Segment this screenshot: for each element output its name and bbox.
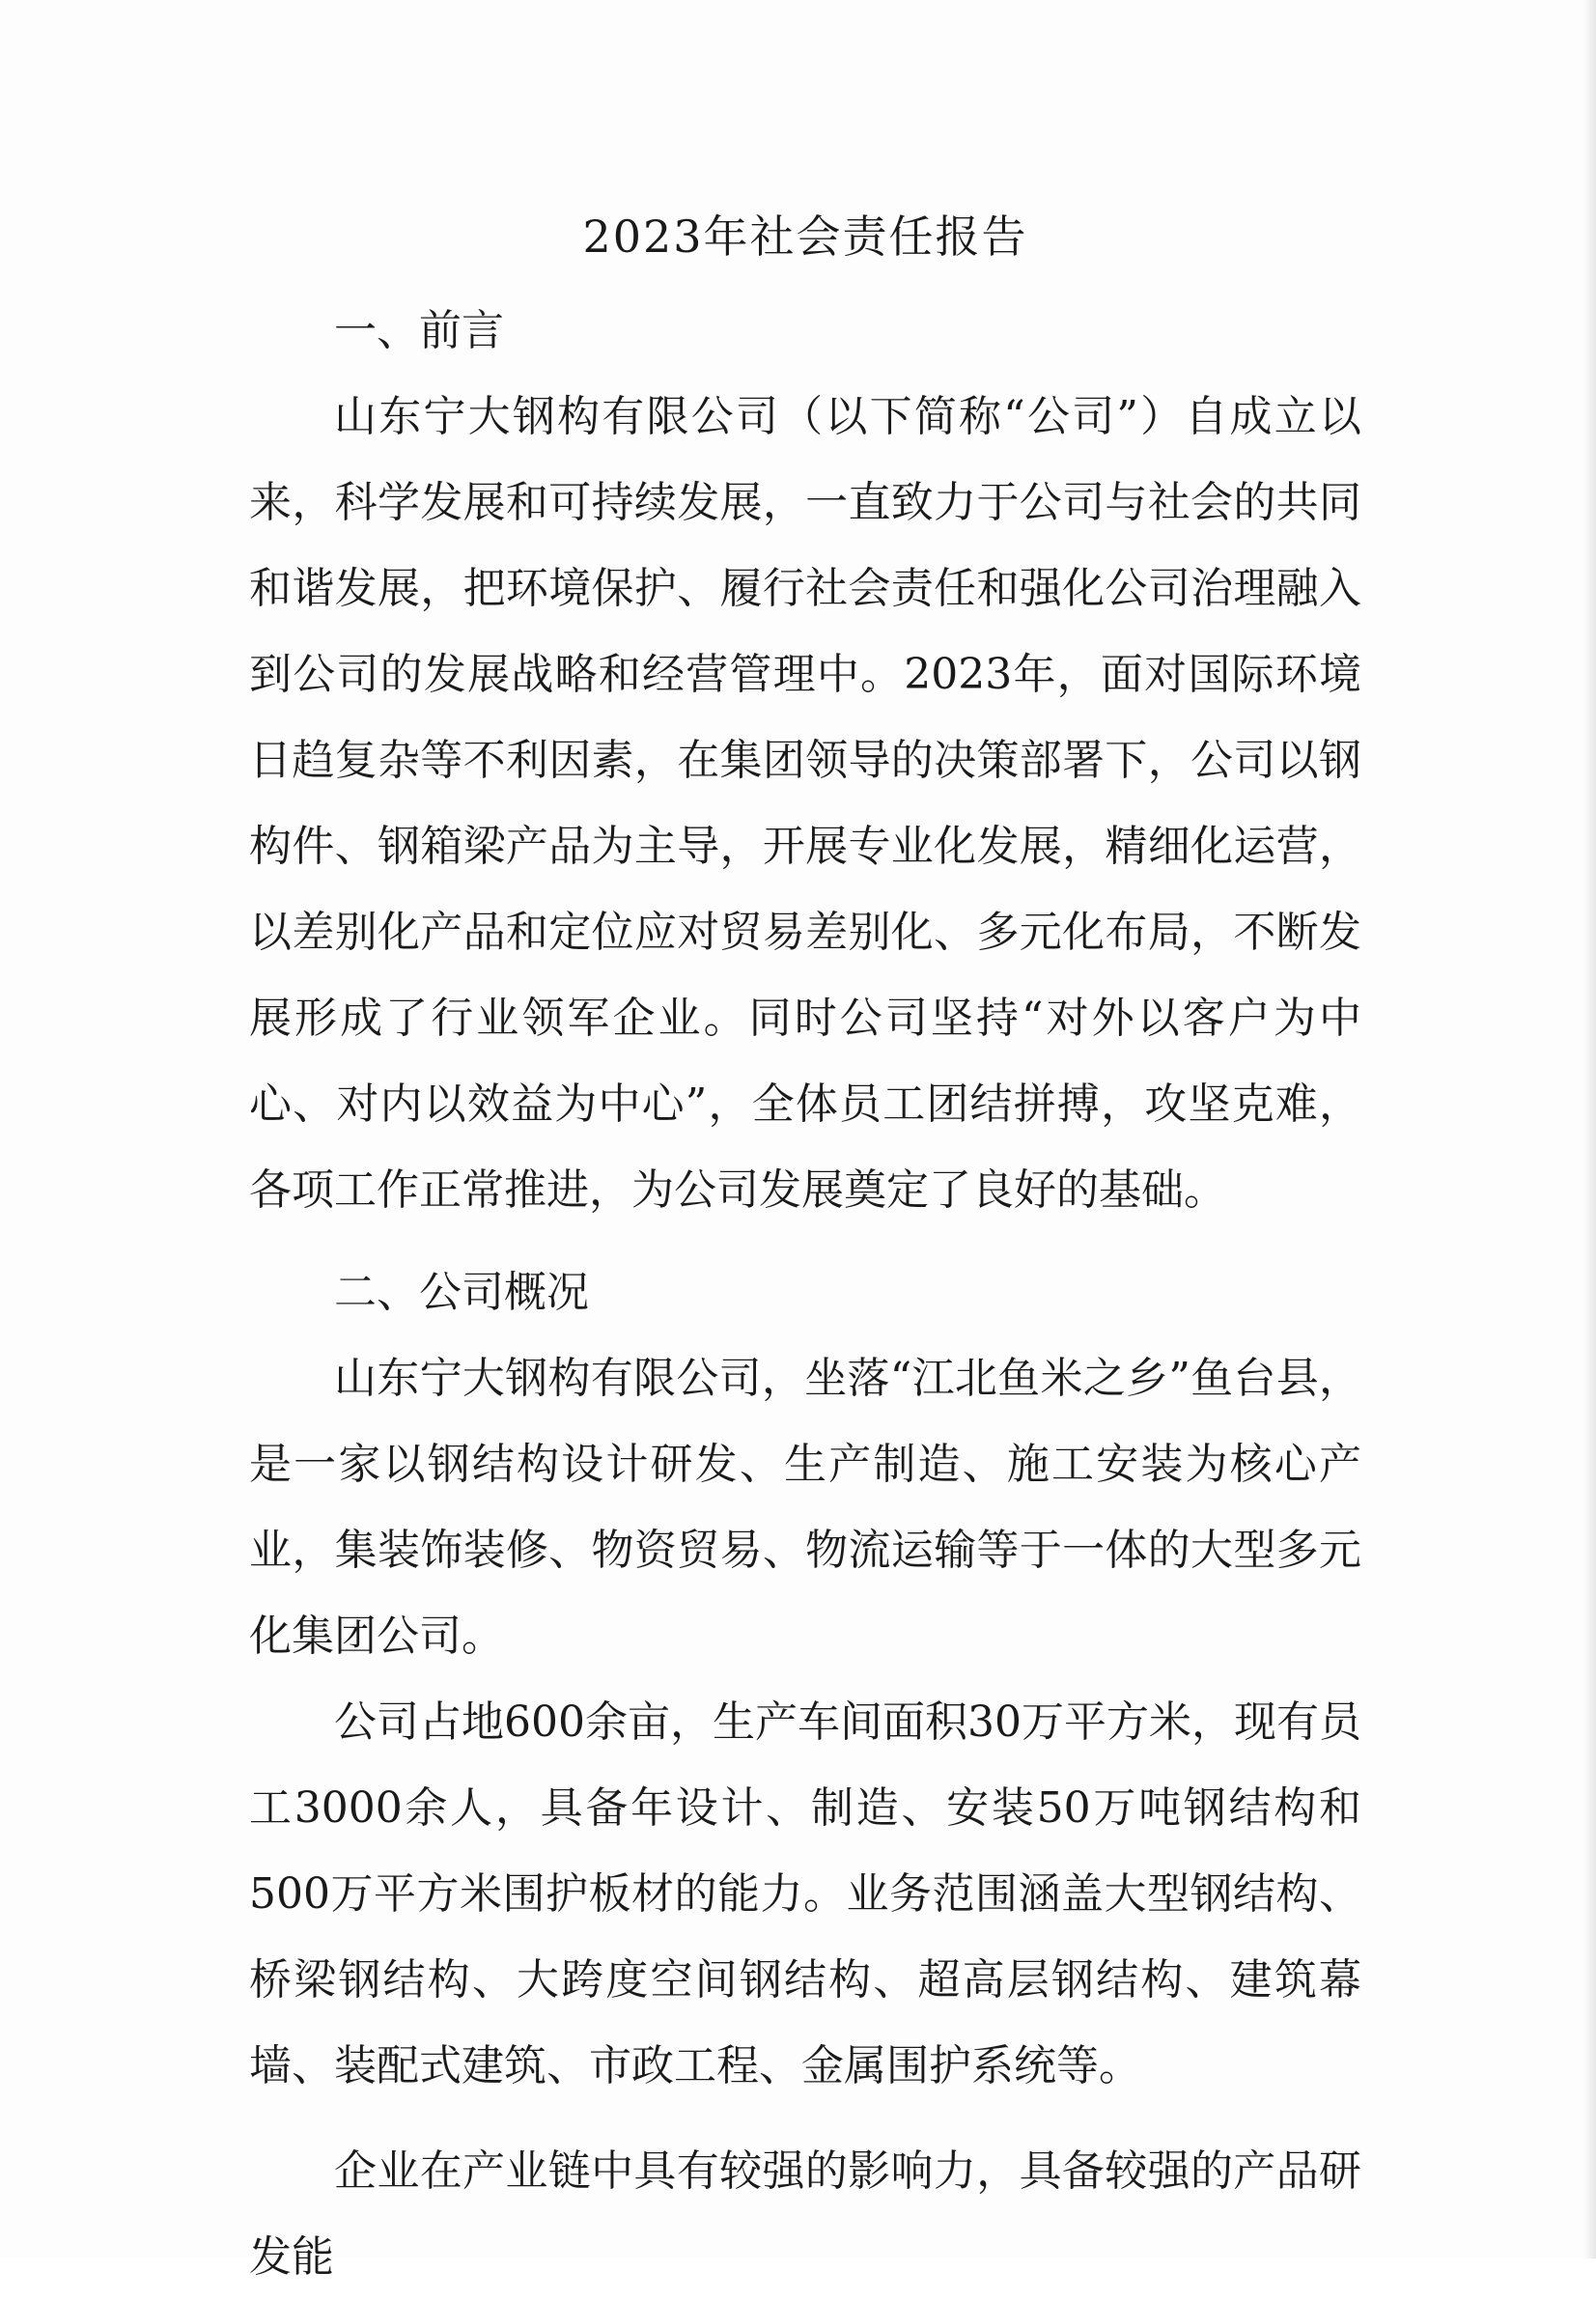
overview-paragraph-location: 山东宁大钢构有限公司，坐落“江北鱼米之乡”鱼台县，是一家以钢结构设计研发、生产制造、施工安装为核心产业，集装饰装修、物资贸易、物流运输等于一体的大型多元化集团公司。 [249,1354,1361,1661]
scan-edge-shadow [1582,0,1596,2258]
overview-paragraph-scale: 公司占地600余亩，生产车间面积30万平方米，现有员工3000余人，具备年设计、制造、安装50万吨钢结构和500万平方米围护板材的能力。业务范围涵盖大型钢结构、桥梁钢结构、大跨度空间钢结构、超高层钢结构、建筑幕墙、装配式建筑、市政工程、金属围护系统等。 [249,1697,1361,2090]
overview-paragraph-industry: 企业在产业链中具有较强的影响力，具备较强的产品研发能 [249,2146,1361,2282]
document-body [249,198,1361,2300]
section-heading-preface: 一、前言 [334,306,504,355]
preface-paragraph: 山东宁大钢构有限公司（以下简称“公司”）自成立以来，科学发展和可持续发展，一直致力于公司与社会的共同和谐发展，把环境保护、履行社会责任和强化公司治理融入到公司的发展战略和经营管理中。2023年，面对国际环境日趋复杂等不利因素，在集团领导的决策部署下，公司以钢构件、钢箱梁产品为主导，开展专业化发展，精细化运营，以差别化产品和定位应对贸易差别化、多元化布局，不断发展形成了行业领军企业。同时公司坚持“对外以客户为中心、对内以效益为中心”，全体员工团结拼搏，攻坚克难，各项工作正常推进，为公司发展奠定了良好的基础。 [249,392,1361,1215]
section-heading-company-overview: 二、公司概况 [334,1268,589,1317]
document-title: 2023年社会责任报告 [582,210,1028,263]
